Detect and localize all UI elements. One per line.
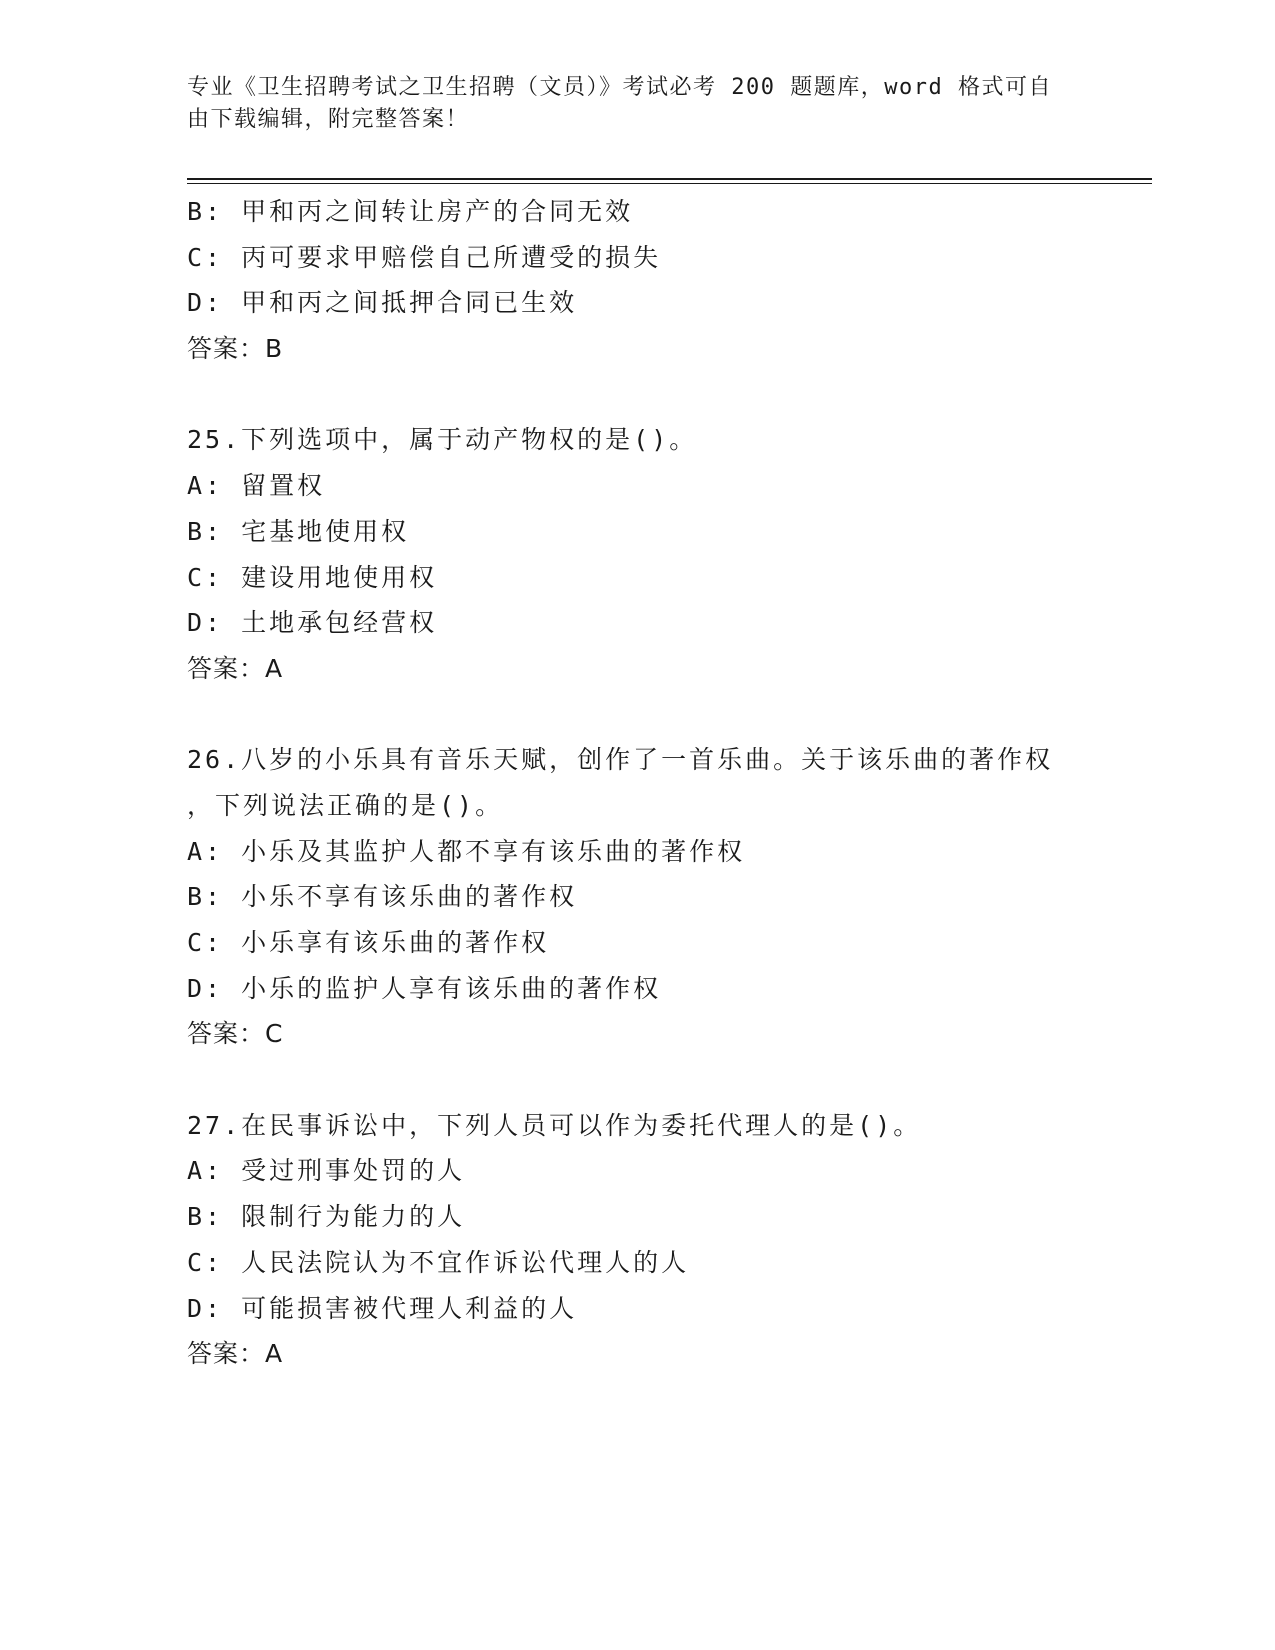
question-text-line-1: 26.八岁的小乐具有音乐天赋，创作了一首乐曲。关于该乐曲的著作权	[187, 745, 1054, 775]
header-line-1: 专业《卫生招聘考试之卫生招聘（文员）》考试必考 200 题题库，word 格式可自	[187, 75, 1052, 100]
document-body	[187, 189, 1147, 1377]
option-c: C: 丙可要求甲赔偿自己所遭受的损失	[187, 242, 662, 272]
option-b: B: 甲和丙之间转让房产的合同无效	[187, 197, 634, 226]
option-a: A: 受过刑事处罚的人	[187, 1156, 466, 1186]
question-block-27	[187, 1103, 1147, 1377]
question-block-26	[187, 737, 1147, 1057]
option-c: C: 小乐享有该乐曲的著作权	[187, 928, 550, 957]
option-b: B: 宅基地使用权	[187, 516, 410, 546]
option-c: C: 建设用地使用权	[187, 562, 438, 592]
option-d: D: 土地承包经营权	[187, 608, 438, 638]
answer-line: 答案：A	[187, 1339, 284, 1369]
option-b: B: 限制行为能力的人	[187, 1202, 466, 1232]
spacer	[187, 1057, 1147, 1103]
header-rule-thick	[187, 178, 1152, 180]
answer-line: 答案：B	[187, 334, 284, 364]
option-d: D: 可能损害被代理人利益的人	[187, 1293, 578, 1323]
answer-line: 答案：A	[187, 653, 284, 683]
header-line-2: 由下载编辑，附完整答案！	[187, 107, 470, 132]
question-text: 25.下列选项中，属于动产物权的是()。	[187, 425, 698, 455]
option-d: D: 小乐的监护人享有该乐曲的著作权	[187, 973, 662, 1003]
question-text: 27.在民事诉讼中，下列人员可以作为委托代理人的是()。	[187, 1110, 922, 1140]
option-d: D: 甲和丙之间抵押合同已生效	[187, 288, 578, 318]
question-block-25	[187, 417, 1147, 691]
option-a: A: 小乐及其监护人都不享有该乐曲的著作权	[187, 836, 746, 866]
answer-line: 答案：C	[187, 1019, 284, 1049]
option-c: C: 人民法院认为不宜作诉讼代理人的人	[187, 1247, 690, 1277]
option-a: A: 留置权	[187, 471, 326, 501]
spacer	[187, 692, 1147, 738]
question-text-line-2: ，下列说法正确的是()。	[187, 790, 504, 820]
option-b: B: 小乐不享有该乐曲的著作权	[187, 882, 578, 912]
question-block-24	[187, 189, 1147, 372]
document-header	[187, 72, 1067, 136]
header-rule-thin	[187, 183, 1152, 184]
spacer	[187, 372, 1147, 418]
